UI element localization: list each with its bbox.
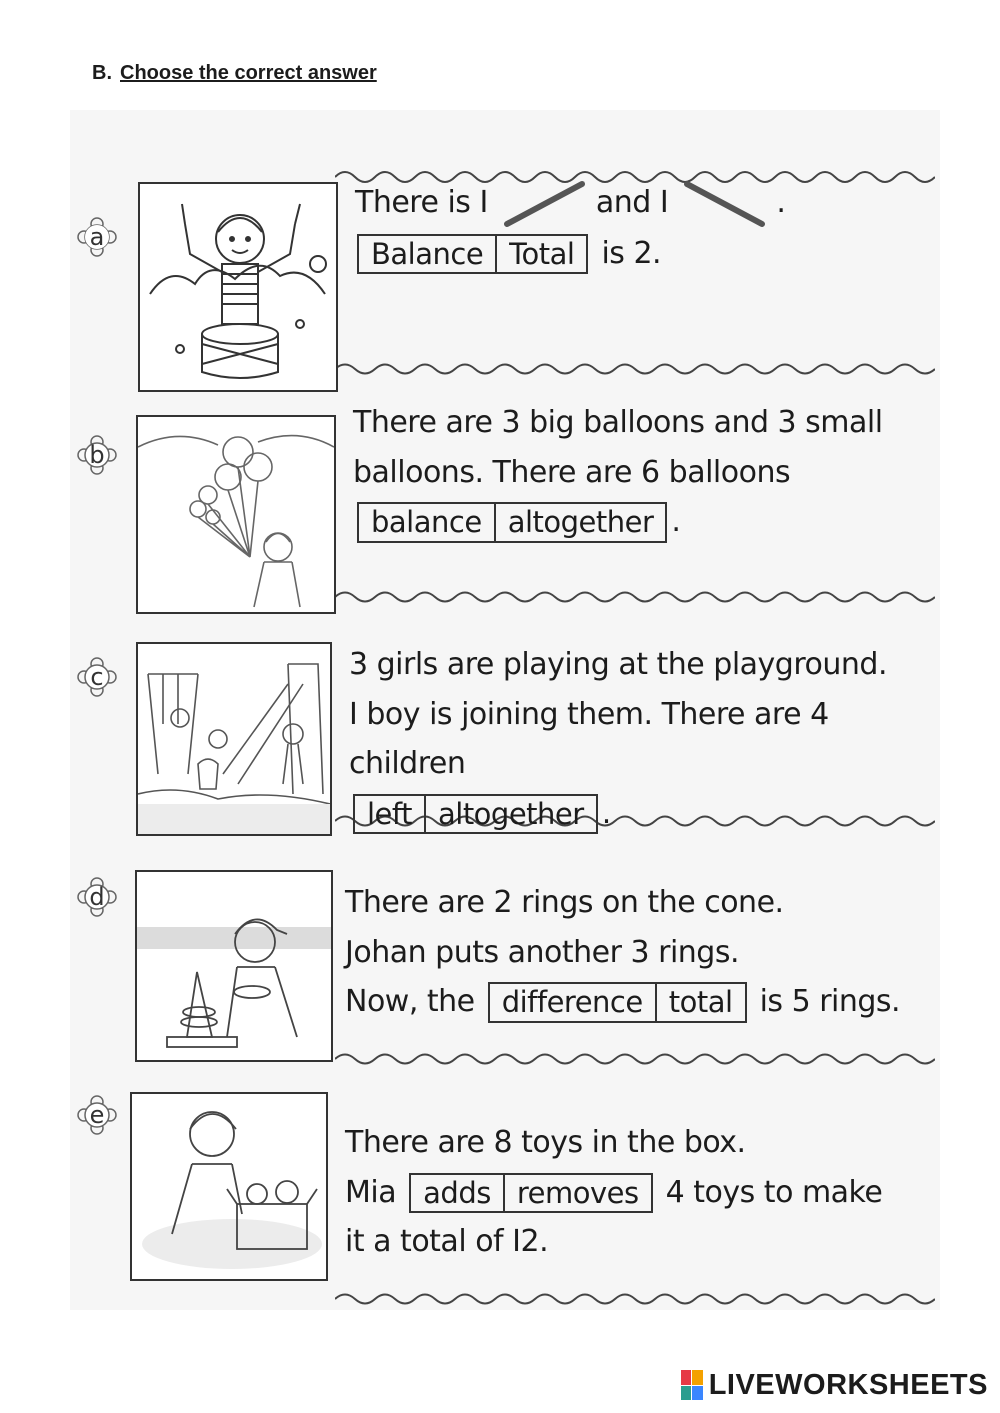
playground-illustration	[138, 644, 330, 834]
choice-box-d	[488, 982, 747, 1022]
stick-icon	[497, 179, 587, 229]
question-c-text: 3 girls are playing at the playground. I boy is joining them. There are 4 children left altogether .	[345, 640, 935, 838]
question-label-c: c	[80, 662, 114, 692]
choice-e-option-1[interactable]: adds	[423, 1175, 491, 1210]
picture-playground	[136, 642, 332, 836]
question-e-text: There are 8 toys in the box. Mia adds removes 4 toys to make it a total of I2.	[345, 1125, 883, 1259]
question-b-text: There are 3 big balloons and 3 small balloons. There are 6 balloons balance altogether .	[345, 398, 935, 547]
question-label-e: e	[80, 1100, 114, 1130]
choice-box-a	[357, 234, 588, 274]
choice-box-b	[357, 502, 667, 542]
question-label-d: d	[80, 882, 114, 912]
wave-divider	[335, 588, 935, 606]
choice-c-option-2[interactable]: altogether	[424, 796, 596, 832]
section-letter: B.	[92, 62, 112, 84]
choice-a-option-2[interactable]: Total	[495, 236, 586, 272]
wave-divider	[335, 1290, 935, 1308]
girl-balloons-illustration	[138, 417, 334, 612]
choice-b-option-1[interactable]: balance	[371, 505, 482, 540]
question-d-text: There are 2 rings on the cone. Johan puts another 3 rings. Now, the difference total is 5 rings.	[345, 878, 935, 1027]
girl-toybox-illustration	[132, 1094, 326, 1279]
brand-name: LIVEWORKSHEETS	[708, 1368, 988, 1401]
choice-a-option-1[interactable]: Balance	[371, 236, 484, 271]
choice-box-e	[409, 1173, 652, 1213]
wave-divider	[335, 1050, 935, 1068]
liveworksheets-badge-icon	[681, 1370, 703, 1400]
picture-girl-balloons	[136, 415, 336, 614]
stick-icon	[677, 179, 767, 229]
question-label-b: b	[80, 440, 114, 470]
boy-drum-illustration	[140, 184, 336, 390]
choice-b-option-2[interactable]: altogether	[494, 504, 666, 540]
wave-divider	[335, 360, 935, 378]
section-title: Choose the correct answer	[120, 62, 377, 84]
choice-e-option-2[interactable]: removes	[503, 1175, 651, 1211]
picture-girl-toybox	[130, 1092, 328, 1281]
rings-cone-illustration	[137, 872, 331, 1060]
picture-boy-drum	[138, 182, 338, 392]
picture-rings-cone	[135, 870, 333, 1062]
question-label-a: a	[80, 222, 114, 252]
liveworksheets-logo	[681, 1367, 988, 1403]
choice-c-option-1[interactable]: left	[367, 796, 412, 831]
choice-box-c	[353, 794, 598, 834]
section-heading	[92, 62, 377, 85]
question-a-text: There is I and I . Balance Total is 2.	[345, 178, 935, 278]
choice-d-option-1[interactable]: difference	[501, 985, 643, 1020]
choice-d-option-2[interactable]: total	[655, 984, 745, 1020]
